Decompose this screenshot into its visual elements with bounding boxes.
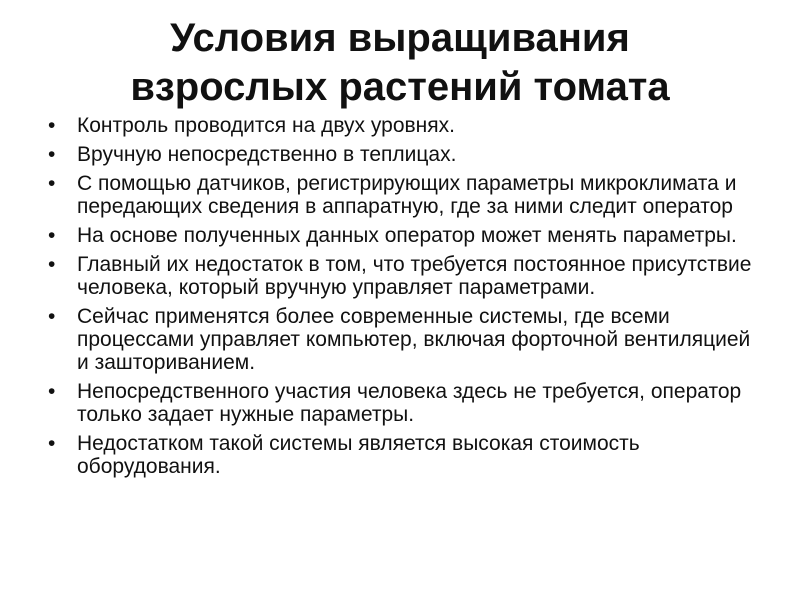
bullet-icon: •	[48, 253, 56, 276]
bullet-icon: •	[48, 380, 56, 403]
bullet-icon: •	[48, 143, 56, 166]
bullet-text: Вручную непосредственно в теплицах.	[77, 143, 457, 166]
bullet-icon: •	[48, 224, 56, 247]
bullet-icon: •	[48, 305, 56, 328]
slide-title-line-1: Условия выращивания	[170, 16, 630, 60]
bullet-item	[0, 380, 760, 426]
bullet-item	[0, 253, 760, 299]
bullet-icon: •	[48, 432, 56, 455]
bullet-item	[0, 432, 760, 478]
bullet-icon: •	[48, 114, 56, 137]
bullet-item	[0, 305, 760, 374]
bullet-list	[0, 114, 760, 484]
bullet-item	[0, 224, 760, 247]
slide-title-line-2: взрослых растений томата	[130, 65, 670, 109]
bullet-icon: •	[48, 172, 56, 195]
bullet-item	[0, 114, 760, 137]
bullet-text: Главный их недостаток в том, что требуется постоянное присутствие человека, который вручную управляет параметрами.	[77, 253, 752, 299]
bullet-text: Недостатком такой системы является высокая стоимость оборудования.	[77, 432, 640, 478]
bullet-text: Сейчас применятся более современные системы, где всеми процессами управляет компьютер, включая форточной вентиляцией и зашториванием.	[77, 305, 751, 374]
slide-title	[40, 14, 760, 112]
bullet-item	[0, 143, 760, 166]
bullet-text: Контроль проводится на двух уровнях.	[77, 114, 455, 137]
bullet-text: На основе полученных данных оператор может менять параметры.	[77, 224, 737, 247]
bullet-text: Непосредственного участия человека здесь не требуется, оператор только задает нужные параметры.	[77, 380, 742, 426]
bullet-item	[0, 172, 760, 218]
bullet-text: С помощью датчиков, регистрирующих параметры микроклимата и передающих сведения в аппаратную, где за ними следит оператор	[77, 172, 737, 218]
